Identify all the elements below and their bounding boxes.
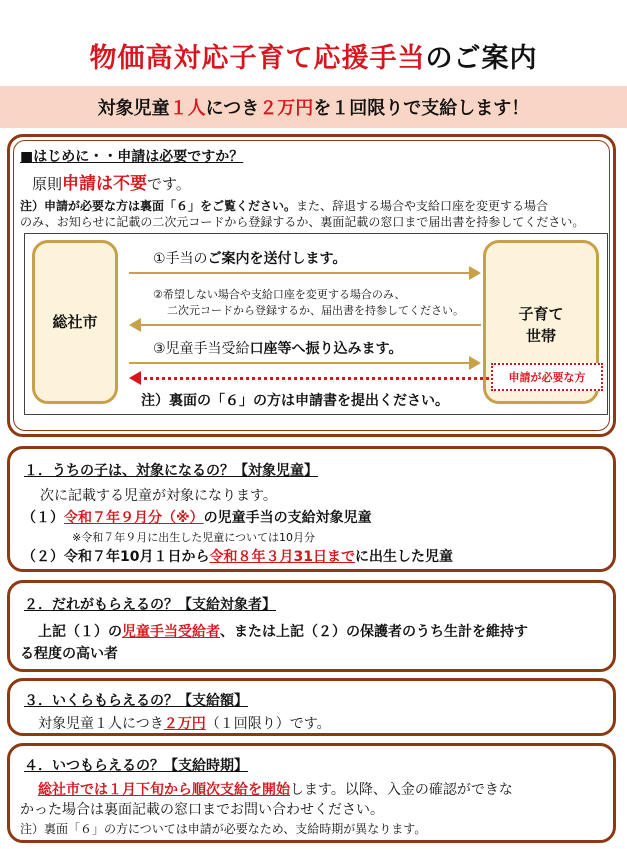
s1-line1: 次に記載する児童が対象になります。 — [40, 488, 277, 504]
household-node-line1: 子育て — [518, 305, 564, 323]
s3-line-a: 対象児童１人につき — [38, 716, 164, 732]
arrow1-a: ①手当の — [153, 251, 208, 267]
arrow1-b: ご案内を送付します。 — [207, 251, 347, 267]
subtitle-a: 対象児童 — [97, 98, 170, 119]
arrow2-line1: ②希望しない場合や支給口座を変更する場合のみ、 — [153, 288, 406, 301]
section-1 — [7, 446, 616, 572]
s1-item2-c: に出生した児童 — [354, 549, 453, 565]
arrow-register — [131, 324, 481, 326]
section-4 — [7, 743, 616, 843]
s2-heading: ２．だれがもらえるの？【支給対象者】 — [24, 597, 276, 613]
s3-line-c: （１回限り）です。 — [205, 716, 331, 732]
principle-b: 申請は不要 — [62, 174, 148, 194]
subtitle-band — [0, 86, 627, 128]
subtitle-e: を１回限りで支給します！ — [313, 98, 530, 119]
arrow-send — [129, 272, 479, 274]
s2-line1-b: 児童手当受給者 — [122, 624, 220, 640]
subtitle-c: につき — [205, 98, 260, 119]
intro-note-1b: また、辞退する場合や支給口座を変更する場合 — [296, 199, 549, 213]
s4-line2: かった場合は裏面記載の窓口までお問い合わせください。 — [20, 802, 384, 818]
principle-line — [32, 169, 191, 194]
s4-line1 — [38, 779, 513, 799]
s1-item1-b: 令和７年９月分（※） — [64, 510, 204, 526]
s2-line1-a: 上記（１）の — [38, 624, 122, 640]
intro-heading: ■はじめに・・申請は必要ですか？ — [20, 149, 244, 165]
s1-item1-c: の児童手当の支給対象児童 — [203, 510, 372, 526]
s1-heading: １．うちの子は、対象になるの？【対象児童】 — [24, 463, 318, 479]
intro-note-2: のみ、お知らせに記載の二次元コードから登録するか、裏面記載の窓口まで届出書を持参してください。 — [20, 215, 585, 229]
title-main: 物価高対応子育て応援手当 — [89, 43, 426, 74]
arrow1-label — [153, 248, 346, 268]
s4-line1-a: 総社市では１月下旬から順次支給を開始 — [38, 782, 290, 798]
s4-line3: 注）裏面「６」の方については申請が必要なため、支給時期が異なります。 — [20, 822, 427, 836]
s1-item1-a: （１） — [22, 510, 64, 526]
s1-item2-a: （２）令和７年10月１日から — [22, 549, 210, 565]
intro-section — [7, 134, 616, 437]
subtitle-d: ２万円 — [259, 98, 314, 119]
arrow3-a: ③児童手当受給 — [153, 341, 250, 357]
arrow2-line2: 二次元コードから登録するか、届出書を持参してください。 — [167, 304, 464, 317]
arrow-apply — [133, 377, 489, 380]
section-2 — [7, 580, 616, 672]
arrow3-b: 口座等へ振り込みます。 — [249, 341, 403, 357]
subtitle — [0, 94, 627, 120]
s3-heading: ３．いくらもらえるの？【支給額】 — [24, 693, 248, 709]
s3-line — [38, 713, 331, 733]
arrow3-label — [153, 338, 402, 358]
required-box: 申請が必要な方 — [491, 363, 603, 391]
principle-c: です。 — [147, 175, 191, 193]
section-3 — [7, 678, 616, 736]
arrow-pay — [129, 362, 479, 364]
subtitle-b: １人 — [169, 98, 206, 119]
intro-note-1a: 注）申請が必要な方は裏面「６」をご覧ください。 — [20, 199, 297, 213]
bottom-note: 注）裏面の「６」の方は申請書を提出ください。 — [141, 393, 449, 409]
title-suffix: のご案内 — [425, 43, 538, 74]
s2-line1-c: 、または上記（２）の保護者のうち生計を維持す — [220, 624, 528, 640]
intro-note-1 — [20, 197, 548, 214]
s2-line1 — [38, 621, 528, 641]
s1-item1-note: ※令和７年９月に出生した児童については10月分 — [72, 531, 315, 544]
page-title — [0, 36, 627, 75]
household-node-line2: 世帯 — [525, 327, 556, 345]
city-node: 総社市 — [32, 240, 118, 404]
s4-line1-b: します。以降、入金の確認ができな — [290, 782, 513, 798]
flow-diagram — [24, 233, 608, 415]
s3-line-b: ２万円 — [163, 716, 206, 732]
s4-heading: ４．いつもらえるの？【支給時期】 — [24, 758, 248, 774]
s1-item2 — [22, 546, 453, 566]
s1-item2-b: 令和８年３月31日まで — [209, 549, 355, 565]
s1-item1 — [22, 507, 372, 527]
principle-a: 原則 — [32, 175, 63, 193]
s2-line2: る程度の高い者 — [20, 646, 118, 662]
